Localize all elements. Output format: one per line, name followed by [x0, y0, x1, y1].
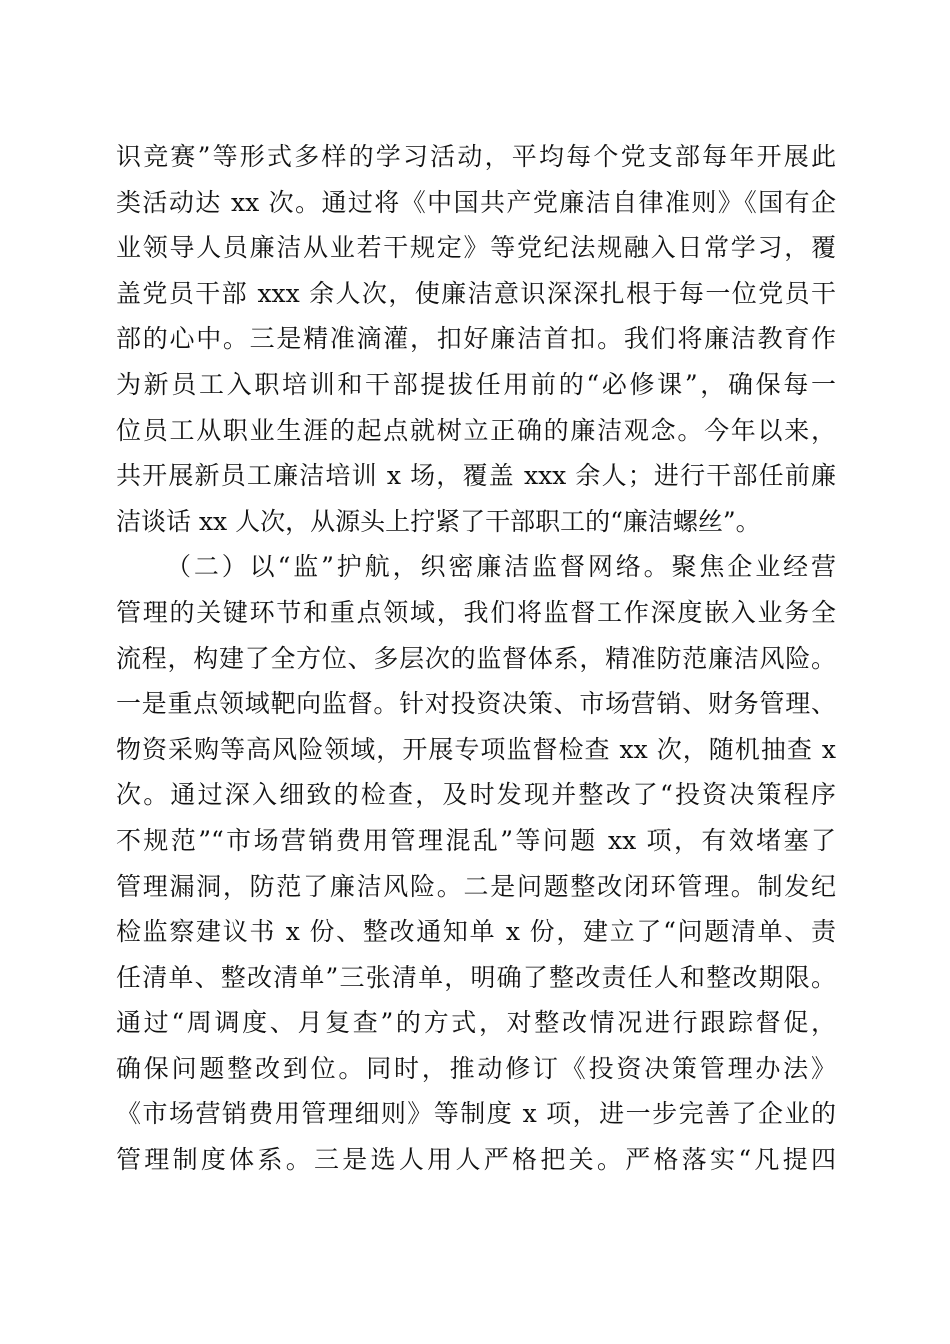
text-line: 识竞赛”等形式多样的学习活动，平均每个党支部每年开展此 [116, 142, 836, 171]
section-heading-line: （二）以“监”护航，织密廉洁监督网络。聚焦企业经营 [166, 552, 836, 582]
text-line: 盖党员干部 xxx 余人次，使廉洁意识深深扎根于每一位党员干 [116, 278, 836, 308]
text-line: 部的心中。三是精准滴灌，扣好廉洁首扣。我们将廉洁教育作 [116, 324, 836, 354]
text-line: 类活动达 xx 次。通过将《中国共产党廉洁自律准则》《国有企 [116, 187, 836, 217]
body-text [116, 134, 836, 1183]
text-line: 次。通过深入细致的检查，及时发现并整改了“投资决策程序 [116, 780, 836, 810]
text-line: 不规范”“市场营销费用管理混乱”等问题 xx 项，有效堵塞了 [116, 825, 836, 855]
text-line: 管理制度体系。三是选人用人严格把关。严格落实“凡提四 [116, 1145, 836, 1175]
text-line: 流程，构建了全方位、多层次的监督体系，精准防范廉洁风险。 [116, 643, 836, 673]
text-line: 位员工从职业生涯的起点就树立正确的廉洁观念。今年以来， [116, 415, 836, 445]
text-line: 业领导人员廉洁从业若干规定》等党纪法规融入日常学习，覆 [116, 233, 836, 263]
text-line: 管理漏洞，防范了廉洁风险。二是问题整改闭环管理。制发纪 [116, 871, 836, 901]
text-line: 确保问题整改到位。同时，推动修订《投资决策管理办法》 [116, 1053, 836, 1083]
text-line: 《市场营销费用管理细则》等制度 x 项，进一步完善了企业的 [116, 1099, 836, 1129]
text-line: 通过“周调度、月复查”的方式，对整改情况进行跟踪督促， [116, 1008, 836, 1038]
text-line: 管理的关键环节和重点领域，我们将监督工作深度嵌入业务全 [116, 597, 836, 627]
text-line: 任清单、整改清单”三张清单，明确了整改责任人和整改期限。 [116, 962, 836, 992]
text-line: 为新员工入职培训和干部提拔任用前的“必修课”，确保每一 [116, 369, 836, 399]
text-line: 物资采购等高风险领域，开展专项监督检查 xx 次，随机抽查 x [116, 734, 836, 764]
text-line: 检监察建议书 x 份、整改通知单 x 份，建立了“问题清单、责 [116, 917, 836, 947]
text-line: 共开展新员工廉洁培训 x 场，覆盖 xxx 余人；进行干部任前廉 [116, 461, 836, 491]
text-line: 一是重点领域靶向监督。针对投资决策、市场营销、财务管理、 [116, 689, 836, 719]
text-line: 洁谈话 xx 人次，从源头上拧紧了干部职工的“廉洁螺丝”。 [116, 506, 761, 536]
